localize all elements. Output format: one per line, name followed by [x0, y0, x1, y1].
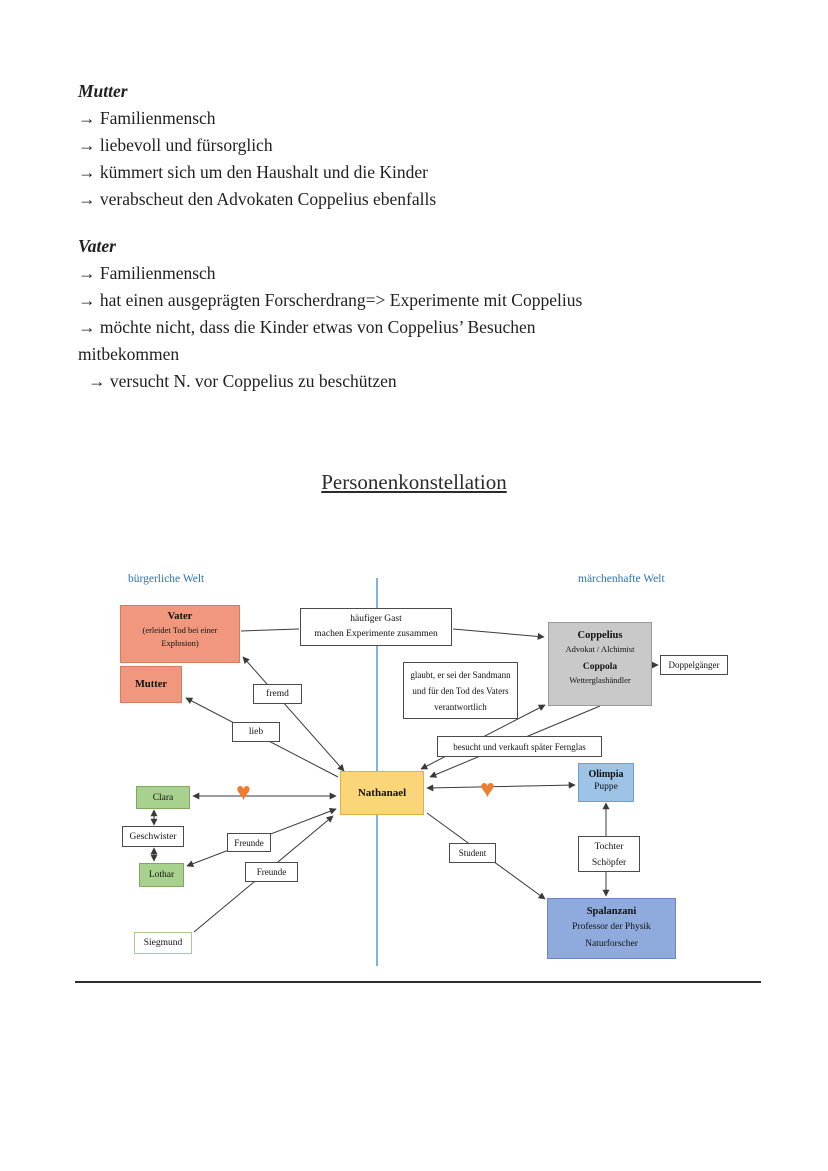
node-spalanzani [547, 898, 676, 959]
node-coppola-name: Coppola [582, 662, 618, 672]
heart-icon: ♥ [480, 776, 495, 803]
node-haeufiger-gast [300, 608, 452, 646]
node-glaubt-label [403, 662, 518, 719]
node-coppelius-name: Coppelius [577, 630, 623, 641]
gast-line: machen Experimente zusammen [314, 629, 438, 639]
node-mutter: Mutter [120, 666, 182, 703]
note-item-wrap: mitbekommen [78, 344, 180, 364]
edge-label-fremd: fremd [253, 684, 302, 704]
note-item: → hat einen ausgeprägten Forscherdrang=> Experimente mit Coppelius [78, 290, 583, 310]
notes-section [78, 78, 730, 395]
node-siegmund: Siegmund [134, 932, 192, 954]
node-nathanael: Nathanael [340, 771, 424, 815]
note-item: → verabscheut den Advokaten Coppelius ebenfalls [78, 189, 437, 209]
edge-label-tochter-schoepfer [578, 836, 640, 872]
node-vater [120, 605, 240, 663]
note-item: → versucht N. vor Coppelius zu beschützen [88, 371, 397, 391]
node-clara: Clara [136, 786, 190, 809]
note-item: → Familienmensch [78, 108, 216, 128]
edge-label-freunde-1: Freunde [227, 833, 271, 852]
tochter-line: Tochter [594, 842, 624, 852]
edge-label-freunde-2: Freunde [245, 862, 298, 882]
page-title: Personenkonstellation [321, 470, 507, 494]
node-spalanzani-detail: Professor der Physik [572, 922, 651, 932]
node-vater-name: Vater [167, 611, 193, 622]
heart-icon: ♥ [236, 779, 251, 806]
node-olimpia-name: Olimpia [588, 769, 624, 780]
node-coppelius [548, 622, 652, 706]
world-label-right: märchenhafte Welt [578, 573, 665, 585]
node-coppelius-role: Advokat / Alchimist [565, 644, 635, 654]
section-heading-mutter: Mutter [78, 81, 128, 101]
node-olimpia [578, 763, 634, 802]
note-item: → möchte nicht, dass die Kinder etwas von Coppelius’ Besuchen [78, 317, 536, 337]
section-heading-vater: Vater [78, 236, 116, 256]
note-item: → liebevoll und fürsorglich [78, 135, 273, 155]
personenkonstellation-diagram [0, 565, 828, 995]
node-lothar: Lothar [139, 863, 184, 887]
node-vater-detail: (erleidet Tod bei einer [142, 625, 218, 635]
glaubt-line: glaubt, er sei der Sandmann [410, 669, 511, 680]
edge-label-geschwister: Geschwister [122, 826, 184, 847]
note-item: → kümmert sich um den Haushalt und die Kinder [78, 162, 428, 182]
glaubt-line: und für den Tod des Vaters [412, 685, 509, 696]
node-vater-detail: Explosion) [161, 638, 199, 648]
node-olimpia-subtitle: Puppe [594, 782, 618, 792]
node-coppola-role: Wetterglashändler [569, 675, 631, 685]
note-item: → Familienmensch [78, 263, 216, 283]
edge-label-lieb: lieb [232, 722, 280, 742]
node-spalanzani-name: Spalanzani [586, 906, 637, 917]
world-label-left: bürgerliche Welt [128, 573, 205, 585]
edge-label-student: Student [449, 843, 496, 863]
edge-label-besucht: besucht und verkauft später Fernglas [437, 736, 602, 757]
gast-line: häufiger Gast [350, 614, 402, 624]
node-doppelgaenger: Doppelgänger [660, 655, 728, 675]
tochter-line: Schöpfer [591, 858, 627, 868]
node-spalanzani-detail: Naturforscher [585, 939, 638, 949]
glaubt-line: verantwortlich [434, 701, 487, 712]
